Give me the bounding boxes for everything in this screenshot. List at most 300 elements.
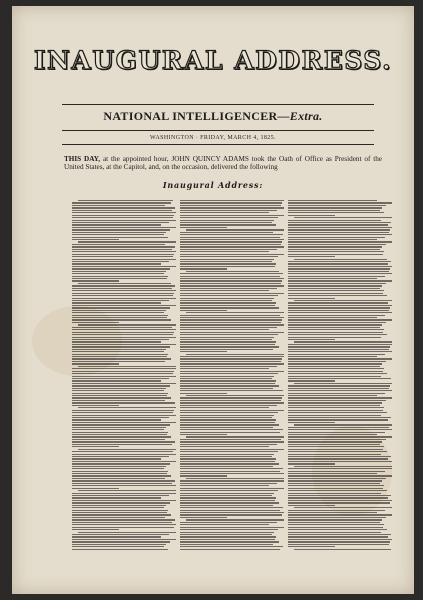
- newspaper-page: [12, 6, 414, 594]
- text-line: [78, 241, 176, 242]
- text-line: [288, 368, 384, 369]
- text-line: [180, 246, 284, 247]
- text-line: [180, 441, 284, 442]
- text-line: [288, 266, 392, 267]
- text-line: [72, 205, 165, 206]
- text-line: [72, 444, 172, 445]
- text-line: [180, 407, 269, 408]
- text-line: [72, 278, 167, 279]
- text-line: [180, 444, 277, 445]
- intro-lead: THIS DAY,: [64, 155, 101, 163]
- text-line: [288, 232, 389, 233]
- text-line: [72, 544, 166, 545]
- text-line: [288, 249, 380, 250]
- text-line: [288, 329, 384, 330]
- text-line: [288, 246, 382, 247]
- text-line: [180, 241, 282, 242]
- text-line: [72, 427, 166, 428]
- text-line: [186, 271, 279, 272]
- text-line: [72, 454, 176, 455]
- text-line: [288, 212, 384, 213]
- text-line: [288, 349, 389, 350]
- text-line: [72, 234, 164, 235]
- text-line: [288, 224, 388, 225]
- text-line: [72, 356, 167, 357]
- text-line: [288, 419, 388, 420]
- text-line: [288, 278, 377, 279]
- text-line: [72, 534, 169, 535]
- text-line: [288, 202, 392, 203]
- text-line: [180, 220, 274, 221]
- text-line: [294, 424, 392, 425]
- text-line: [288, 439, 386, 440]
- text-line: [180, 249, 277, 250]
- text-line: [180, 505, 273, 506]
- text-line: [288, 517, 386, 518]
- text-line: [180, 497, 276, 498]
- text-line: [78, 407, 176, 408]
- text-line: [72, 373, 173, 374]
- text-line: [72, 266, 176, 267]
- text-line: [72, 300, 169, 301]
- text-line: [72, 502, 170, 503]
- text-line: [72, 549, 168, 550]
- text-line: [180, 419, 276, 420]
- text-line: [288, 451, 387, 452]
- text-line: [288, 449, 383, 450]
- text-line: [180, 402, 284, 403]
- text-line: [180, 251, 269, 252]
- text-line: [186, 229, 284, 230]
- text-line: [180, 373, 278, 374]
- text-line: [288, 456, 391, 457]
- text-line: [180, 305, 275, 306]
- text-line: [288, 422, 335, 423]
- text-line: [72, 227, 176, 228]
- text-line: [288, 285, 382, 286]
- text-line: [180, 200, 284, 201]
- text-line: [72, 527, 174, 528]
- text-line: [288, 293, 383, 294]
- text-line: [180, 307, 279, 308]
- text-line: [180, 434, 227, 435]
- text-line: [288, 417, 391, 418]
- text-line: [180, 468, 283, 469]
- text-line: [180, 493, 274, 494]
- text-line: [72, 239, 119, 240]
- text-line: [78, 532, 176, 533]
- text-line: [288, 397, 392, 398]
- text-line: [288, 290, 384, 291]
- text-line: [186, 519, 284, 520]
- text-line: [180, 207, 284, 208]
- text-line: [180, 539, 275, 540]
- text-line: [180, 532, 274, 533]
- text-line: [180, 424, 279, 425]
- text-line: [180, 332, 284, 333]
- text-line: [288, 463, 335, 464]
- page-title: INAUGURAL ADDRESS.: [33, 46, 393, 75]
- text-line: [72, 461, 176, 462]
- text-line: [288, 288, 380, 289]
- text-line: [72, 512, 167, 513]
- text-line: [180, 227, 227, 228]
- text-line: [72, 405, 119, 406]
- text-line: [180, 427, 273, 428]
- text-line: [180, 388, 273, 389]
- text-line: [294, 259, 387, 260]
- text-line: [288, 519, 382, 520]
- text-line: [186, 478, 284, 479]
- text-line: [72, 432, 168, 433]
- text-line: [180, 300, 272, 301]
- text-line: [288, 310, 389, 311]
- text-line: [72, 439, 165, 440]
- text-line: [180, 349, 273, 350]
- text-line: [180, 449, 284, 450]
- text-line: [72, 322, 119, 323]
- text-line: [288, 237, 385, 238]
- text-line: [288, 478, 386, 479]
- text-line: [180, 451, 278, 452]
- text-line: [288, 402, 382, 403]
- text-line: [72, 341, 161, 342]
- text-line: [78, 490, 176, 491]
- text-line: [294, 507, 392, 508]
- text-line: [180, 239, 284, 240]
- text-line: [180, 536, 276, 537]
- text-line: [288, 305, 392, 306]
- text-line: [288, 388, 389, 389]
- text-line: [288, 536, 388, 537]
- text-line: [72, 222, 169, 223]
- text-line: [72, 339, 169, 340]
- text-line: [72, 280, 119, 281]
- text-line: [180, 302, 276, 303]
- text-line: [288, 271, 389, 272]
- text-line: [180, 278, 284, 279]
- text-line: [72, 307, 170, 308]
- intro-body-2: took the Oath of Office as President of the United States, at the Capitol, and, on the occasion, delivered the following: [64, 155, 382, 172]
- text-line: [72, 317, 167, 318]
- text-line: [72, 456, 169, 457]
- text-line: [72, 276, 168, 277]
- text-line: [180, 217, 278, 218]
- text-line: [180, 397, 282, 398]
- text-line: [72, 319, 171, 320]
- text-line: [288, 344, 392, 345]
- text-line: [72, 229, 170, 230]
- text-line: [288, 502, 390, 503]
- text-line: [288, 524, 384, 525]
- text-line: [288, 244, 386, 245]
- text-line: [72, 451, 173, 452]
- text-line: [180, 234, 283, 235]
- text-line: [288, 475, 392, 476]
- text-line: [288, 458, 388, 459]
- text-line: [288, 510, 385, 511]
- text-line: [288, 405, 380, 406]
- text-line: [72, 259, 176, 260]
- text-line: [180, 351, 227, 352]
- text-line: [288, 220, 381, 221]
- text-line: [72, 246, 175, 247]
- text-line: [78, 449, 176, 450]
- text-line: [288, 307, 390, 308]
- text-line: [72, 468, 164, 469]
- text-line: [288, 295, 387, 296]
- intro-name: JOHN QUINCY ADAMS: [171, 155, 249, 163]
- text-line: [180, 356, 284, 357]
- text-line: [72, 376, 176, 377]
- text-line: [288, 327, 380, 328]
- text-line: [72, 202, 171, 203]
- text-line: [72, 393, 168, 394]
- text-line: [72, 285, 175, 286]
- text-line: [180, 283, 281, 284]
- text-line: [72, 349, 166, 350]
- text-line: [288, 529, 387, 530]
- text-line: [180, 446, 269, 447]
- text-line: [72, 310, 166, 311]
- text-line: [180, 290, 269, 291]
- text-line: [180, 502, 279, 503]
- text-line: [72, 510, 168, 511]
- text-line: [72, 371, 174, 372]
- text-line: [288, 473, 377, 474]
- text-line: [180, 339, 272, 340]
- text-line: [78, 366, 176, 367]
- text-line: [180, 202, 282, 203]
- text-line: [288, 444, 380, 445]
- text-line: [180, 244, 281, 245]
- text-line: [288, 544, 389, 545]
- text-line: [180, 273, 283, 274]
- text-line: [288, 454, 381, 455]
- text-line: [180, 224, 276, 225]
- text-line: [288, 407, 384, 408]
- text-line: [180, 485, 269, 486]
- text-line: [180, 344, 275, 345]
- address-subtitle: Inaugural Address:: [162, 180, 264, 190]
- text-line: [72, 519, 175, 520]
- text-line: [180, 280, 282, 281]
- text-line: [180, 317, 284, 318]
- text-line: [72, 402, 175, 403]
- text-line: [288, 312, 392, 313]
- text-column-2: [180, 200, 284, 555]
- text-line: [72, 212, 176, 213]
- text-line: [180, 288, 277, 289]
- text-column-1: [72, 200, 176, 555]
- text-line: [72, 224, 161, 225]
- text-line: [288, 215, 335, 216]
- text-line: [288, 534, 391, 535]
- text-line: [288, 366, 380, 367]
- text-line: [288, 280, 392, 281]
- text-line: [72, 329, 176, 330]
- text-line: [180, 268, 227, 269]
- text-line: [180, 319, 282, 320]
- text-line: [288, 532, 381, 533]
- text-line: [72, 422, 176, 423]
- text-line: [180, 212, 269, 213]
- text-line: [72, 254, 174, 255]
- text-line: [180, 456, 272, 457]
- text-line: [72, 500, 176, 501]
- text-line: [288, 351, 392, 352]
- text-line: [288, 400, 386, 401]
- text-line: [288, 339, 335, 340]
- text-line: [72, 383, 176, 384]
- text-line: [288, 471, 385, 472]
- text-line: [72, 395, 167, 396]
- text-line: [72, 429, 164, 430]
- text-line: [180, 466, 273, 467]
- text-line: [288, 410, 383, 411]
- text-line: [288, 485, 384, 486]
- text-line: [72, 434, 167, 435]
- text-line: [288, 346, 390, 347]
- text-line: [72, 497, 161, 498]
- text-line: [294, 383, 392, 384]
- text-line: [180, 490, 278, 491]
- text-line: [72, 536, 161, 537]
- text-line: [180, 371, 284, 372]
- text-line: [180, 285, 284, 286]
- text-line: [78, 283, 171, 284]
- text-line: [294, 217, 392, 218]
- text-line: [180, 473, 284, 474]
- text-line: [72, 529, 119, 530]
- text-line: [180, 310, 227, 311]
- text-line: [288, 493, 381, 494]
- text-line: [72, 327, 172, 328]
- text-line: [180, 454, 274, 455]
- text-line: [186, 312, 284, 313]
- text-line: [180, 376, 274, 377]
- text-line: [180, 522, 277, 523]
- text-line: [288, 380, 335, 381]
- text-line: [288, 393, 385, 394]
- text-line: [72, 344, 176, 345]
- text-line: [288, 427, 389, 428]
- text-line: [180, 254, 284, 255]
- text-line: [288, 256, 335, 257]
- text-line: [72, 493, 176, 494]
- text-line: [180, 524, 269, 525]
- text-line: [288, 356, 377, 357]
- text-line: [72, 463, 170, 464]
- text-line: [180, 327, 277, 328]
- text-line: [180, 412, 278, 413]
- text-line: [288, 390, 392, 391]
- text-line: [288, 263, 388, 264]
- text-line: [180, 363, 284, 364]
- text-line: [72, 354, 168, 355]
- masthead-name: NATIONAL INTELLIGENCER: [103, 109, 278, 123]
- text-line: [180, 495, 272, 496]
- text-line: [72, 473, 167, 474]
- text-line: [294, 300, 392, 301]
- text-line: [288, 207, 382, 208]
- text-line: [180, 422, 275, 423]
- text-line: [72, 358, 171, 359]
- text-line: [180, 471, 280, 472]
- text-line: [288, 324, 382, 325]
- text-line: [72, 507, 164, 508]
- text-line: [180, 507, 283, 508]
- text-line: [180, 529, 278, 530]
- dateline: WASHINGTON · FRIDAY, MARCH 4, 1825.: [150, 135, 276, 141]
- text-line: [288, 395, 377, 396]
- text-line: [288, 500, 392, 501]
- text-line: [186, 436, 284, 437]
- text-line: [180, 527, 284, 528]
- text-line: [288, 298, 335, 299]
- text-line: [72, 441, 175, 442]
- text-line: [72, 505, 166, 506]
- text-line: [180, 517, 227, 518]
- text-line: [180, 346, 279, 347]
- text-line: [180, 415, 274, 416]
- text-line: [180, 475, 227, 476]
- text-line: [288, 461, 392, 462]
- text-line: [72, 419, 161, 420]
- text-line: [294, 466, 392, 467]
- rule-mid: [62, 130, 374, 131]
- text-line: [72, 363, 119, 364]
- masthead: [12, 109, 414, 124]
- text-line: [180, 298, 274, 299]
- text-line: [180, 341, 276, 342]
- masthead-suffix: —Extra.: [277, 109, 323, 123]
- text-line: [180, 263, 276, 264]
- text-line: [288, 273, 392, 274]
- text-line: [180, 544, 273, 545]
- text-line: [180, 261, 272, 262]
- text-line: [180, 295, 278, 296]
- text-line: [180, 483, 277, 484]
- text-line: [180, 480, 284, 481]
- text-line: [72, 302, 161, 303]
- text-line: [288, 527, 383, 528]
- text-line: [288, 332, 383, 333]
- text-line: [78, 324, 176, 325]
- text-line: [288, 468, 392, 469]
- text-line: [72, 495, 169, 496]
- text-line: [72, 263, 161, 264]
- text-line: [72, 424, 170, 425]
- text-line: [180, 546, 283, 547]
- text-line: [288, 371, 383, 372]
- text-line: [180, 378, 272, 379]
- text-line: [72, 488, 119, 489]
- text-line: [72, 517, 165, 518]
- text-line: [72, 380, 161, 381]
- text-line: [180, 380, 276, 381]
- text-line: [288, 363, 382, 364]
- text-line: [180, 366, 277, 367]
- text-line: [180, 322, 281, 323]
- text-line: [288, 385, 390, 386]
- text-line: [186, 395, 284, 396]
- text-line: [180, 358, 282, 359]
- text-line: [180, 439, 281, 440]
- text-line: [180, 324, 284, 325]
- text-line: [294, 341, 392, 342]
- text-line: [180, 410, 284, 411]
